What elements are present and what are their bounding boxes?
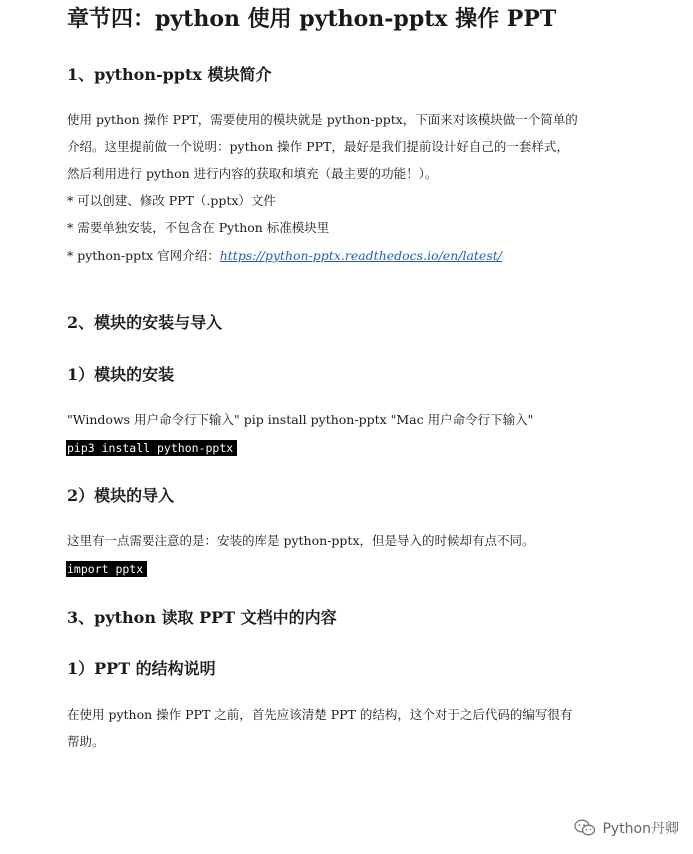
bullet-create-modify: * 可以创建、修改 PPT（.pptx）文件 [67, 193, 276, 208]
import-code-block: import pptx [66, 561, 147, 577]
intro-line-3: 然后利用进行 python 进行内容的获取和填充（最主要的功能！）。 [67, 166, 438, 181]
structure-line-1: 在使用 python 操作 PPT 之前，首先应该清楚 PPT 的结构，这个对于之后代码的编写很有 [67, 707, 573, 722]
subsection-heading-install: 1）模块的安装 [67, 365, 175, 384]
intro-line-1: 使用 python 操作 PPT，需要使用的模块就是 python-pptx，下面来对该模块做一个简单的 [67, 112, 578, 127]
install-instructions: "Windows 用户命令行下输入" pip install python-pptx "Mac 用户命令行下输入" [67, 412, 534, 427]
import-note: 这里有一点需要注意的是：安装的库是 python-pptx，但是导入的时候却有点不同。 [67, 533, 535, 548]
subsection-heading-ppt-structure: 1）PPT 的结构说明 [67, 659, 216, 678]
watermark [574, 818, 679, 838]
chapter-title: 章节四：python 使用 python-pptx 操作 PPT [67, 6, 557, 32]
section-heading-install-import: 2、模块的安装与导入 [67, 313, 223, 332]
install-code-block: pip3 install python-pptx [66, 440, 237, 456]
structure-line-2: 帮助。 [67, 734, 105, 749]
subsection-heading-import: 2）模块的导入 [67, 486, 175, 505]
bullet-official-site [67, 242, 627, 269]
intro-line-2: 介绍。这里提前做一个说明：python 操作 PPT，最好是我们提前设计好自己的一套样式， [67, 139, 569, 154]
section-heading-read-ppt: 3、python 读取 PPT 文档中的内容 [67, 608, 337, 627]
section-heading-module-intro: 1、python-pptx 模块简介 [67, 65, 272, 84]
watermark-text: Python丹卿 [602, 821, 679, 837]
wechat-icon [574, 819, 596, 837]
official-docs-link[interactable]: https://python-pptx.readthedocs.io/en/latest/ [219, 248, 502, 263]
bullet-install-separately: * 需要单独安装，不包含在 Python 标准模块里 [67, 220, 330, 235]
official-site-label: * python-pptx 官网介绍： [67, 248, 220, 263]
